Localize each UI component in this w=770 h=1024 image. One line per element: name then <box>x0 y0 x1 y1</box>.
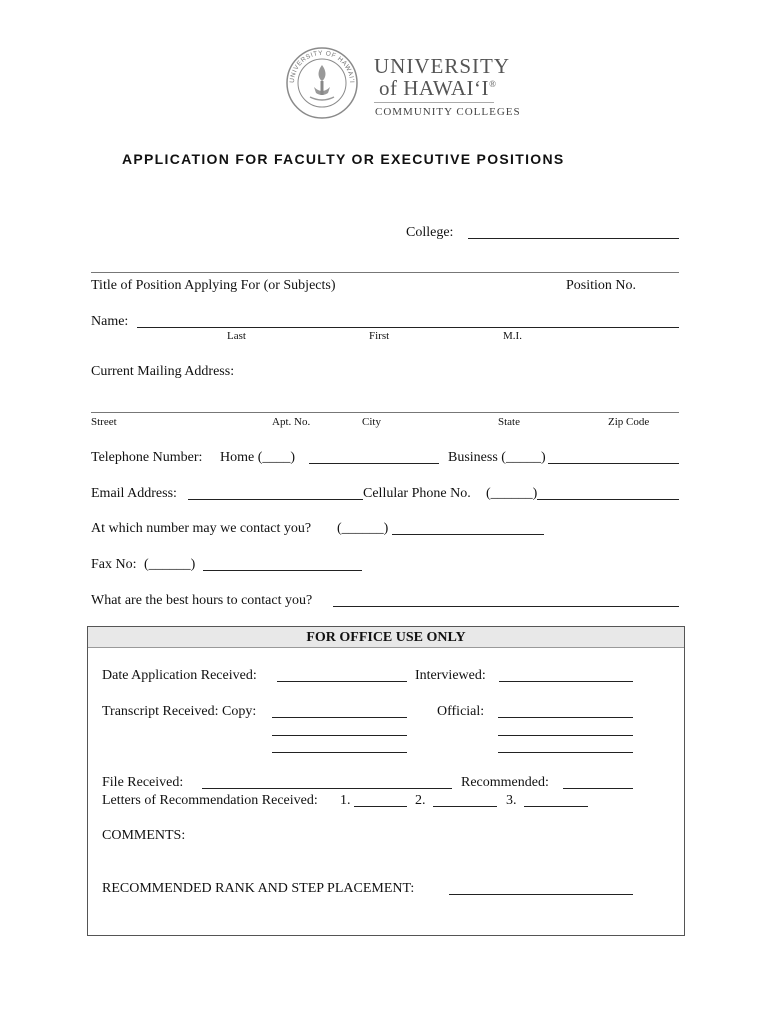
name-sub-mi: M.I. <box>503 330 522 342</box>
cell-phone-field[interactable] <box>537 499 679 500</box>
contact-number-label: At which number may we contact you? <box>91 521 312 536</box>
office-use-header: FOR OFFICE USE ONLY <box>88 627 684 648</box>
logo-university: UNIVERSITY <box>374 54 510 78</box>
fax-paren: (______) <box>144 557 196 572</box>
form-title: APPLICATION FOR FACULTY OR EXECUTIVE POSITIONS <box>122 151 565 167</box>
letters-1-field[interactable] <box>354 806 407 807</box>
college-label: College: <box>406 225 454 240</box>
letters-3-label: 3. <box>506 793 517 808</box>
address-sub-street: Street <box>91 416 117 428</box>
address-label: Current Mailing Address: <box>91 364 235 379</box>
university-seal-logo <box>286 47 358 119</box>
address-field[interactable] <box>91 412 679 413</box>
email-field[interactable] <box>188 499 363 500</box>
logo-divider <box>374 102 494 103</box>
comments-label: COMMENTS: <box>102 828 186 843</box>
best-hours-field[interactable] <box>333 606 679 607</box>
name-sub-first: First <box>369 330 390 342</box>
letters-2-label: 2. <box>415 793 426 808</box>
rank-step-label: RECOMMENDED RANK AND STEP PLACEMENT: <box>102 881 415 896</box>
logo-hawaii <box>379 76 496 101</box>
business-label: Business (_____) <box>448 450 546 465</box>
contact-paren: (______) <box>337 521 389 536</box>
interviewed-field[interactable] <box>499 681 633 682</box>
interviewed-label: Interviewed: <box>415 668 486 683</box>
section-divider-1 <box>91 272 679 273</box>
file-received-field[interactable] <box>202 788 452 789</box>
rank-step-field[interactable] <box>449 894 633 895</box>
letters-1-label: 1. <box>340 793 351 808</box>
business-phone-field[interactable] <box>548 463 679 464</box>
position-title-label: Title of Position Applying For (or Subjects) <box>91 278 336 293</box>
telephone-label: Telephone Number: <box>91 450 203 465</box>
transcript-copy-field-3[interactable] <box>272 752 407 753</box>
address-sub-state: State <box>498 416 520 428</box>
contact-number-field[interactable] <box>392 534 544 535</box>
position-no-label: Position No. <box>566 278 637 293</box>
cell-label: Cellular Phone No. <box>363 486 471 501</box>
college-field[interactable] <box>468 238 679 239</box>
date-received-label: Date Application Received: <box>102 668 257 683</box>
name-field[interactable] <box>137 327 679 328</box>
address-sub-zip: Zip Code <box>608 416 650 428</box>
official-field-1[interactable] <box>498 717 633 718</box>
email-label: Email Address: <box>91 486 177 501</box>
name-sub-last: Last <box>227 330 246 342</box>
transcript-copy-field-2[interactable] <box>272 735 407 736</box>
address-sub-apt: Apt. No. <box>272 416 311 428</box>
transcript-label: Transcript Received: Copy: <box>102 704 257 719</box>
transcript-copy-field-1[interactable] <box>272 717 407 718</box>
best-hours-label: What are the best hours to contact you? <box>91 593 313 608</box>
home-phone-field[interactable] <box>309 463 439 464</box>
recommended-label: Recommended: <box>461 775 549 790</box>
official-field-3[interactable] <box>498 752 633 753</box>
letters-3-field[interactable] <box>524 806 588 807</box>
letters-label: Letters of Recommendation Received: <box>102 793 318 808</box>
official-field-2[interactable] <box>498 735 633 736</box>
fax-label: Fax No: <box>91 557 137 572</box>
file-received-label: File Received: <box>102 775 184 790</box>
date-received-field[interactable] <box>277 681 407 682</box>
address-sub-city: City <box>362 416 381 428</box>
official-label: Official: <box>437 704 485 719</box>
svg-text:UNIVERSITY OF HAWAIʻI: UNIVERSITY OF HAWAIʻI <box>288 49 356 84</box>
recommended-field[interactable] <box>563 788 633 789</box>
cell-paren: (______) <box>486 486 538 501</box>
fax-field[interactable] <box>203 570 362 571</box>
name-label: Name: <box>91 314 129 329</box>
letters-2-field[interactable] <box>433 806 497 807</box>
home-label: Home (____) <box>220 450 296 465</box>
logo-community-colleges: COMMUNITY COLLEGES <box>375 106 521 118</box>
logo-hawaii-text: of HAWAIʻI <box>379 76 490 100</box>
registered-mark: ® <box>489 79 497 89</box>
